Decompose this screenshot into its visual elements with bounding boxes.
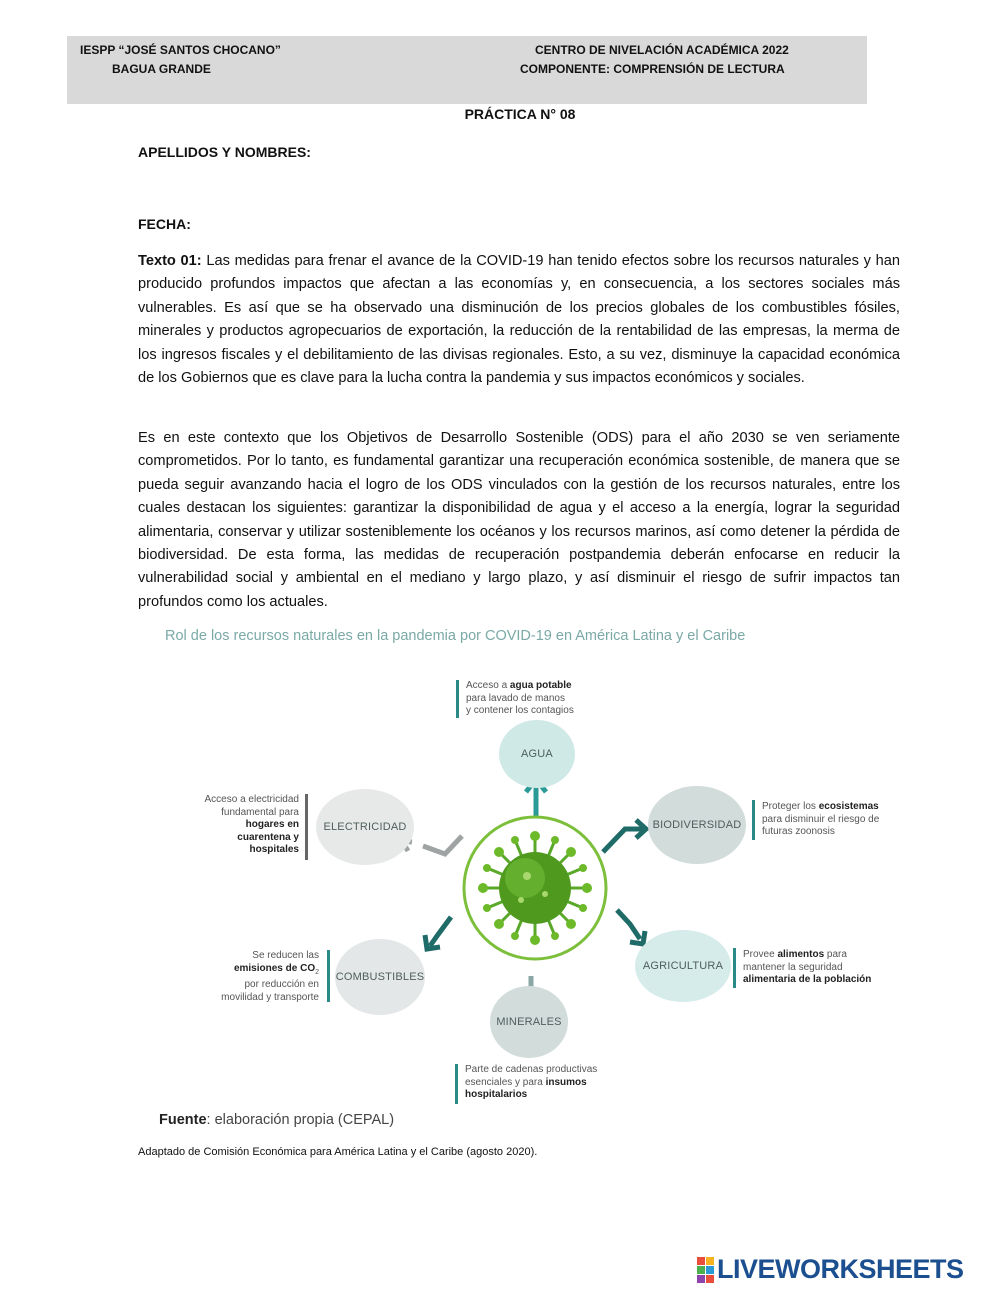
callout-biodiversidad-text: Proteger los (762, 801, 819, 812)
callout-agricultura-line2: mantener la seguridad (743, 961, 843, 973)
callout-biodiversidad-line3: futuras zoonosis (762, 826, 835, 837)
liveworksheets-logo (697, 1254, 964, 1285)
callout-agricultura-bar (733, 948, 736, 988)
virus-illustration (464, 817, 606, 959)
callout-minerales-text: esenciales y para (465, 1076, 546, 1088)
node-electricidad: ELECTRICIDAD (316, 789, 414, 865)
callout-biodiversidad-line2: para disminuir el riesgo de (762, 813, 880, 825)
callout-agricultura (743, 949, 871, 987)
callout-minerales-bar (455, 1064, 458, 1104)
callout-combustibles-sub: 2 (315, 968, 319, 976)
paragraph-2: Es en este contexto que los Objetivos de Desarrollo Sostenible (ODS) para el año 2030 se ven seriamente comprometidos. Por lo tanto, es fundamental garantizar una recuperación económica sostenible, de manera que se pueda seguir avanzando hacia el logro de los ODS vinculados con la gestión de los recursos naturales, entre los cuales destacan los siguientes: garantizar la disponibilidad de agua y el acceso a la energía, lograr la seguridad alimentaria, conservar y utilizar sosteniblemente los océanos y los recursos marinos, así como detener la pérdida de biodiversidad. De esta forma, las medidas de recuperación postpandemia deberán enfocarse en reducir la vulnerabilidad social y ambiental en el mediano y largo plazo, y así disminuir el riesgo de sufrir impactos tan profundos como los actuales. (138, 430, 900, 610)
callout-combustibles-line1: Se reducen las (252, 950, 319, 961)
paragraph-1 (138, 250, 900, 390)
callout-biodiversidad-bold: ecosistemas (818, 801, 879, 812)
header-center: CENTRO DE NIVELACIÓN ACADÉMICA 2022 (535, 43, 789, 57)
names-label: APELLIDOS Y NOMBRES: (138, 144, 311, 160)
callout-combustibles-bar (327, 950, 330, 1002)
header-institution: IESPP “JOSÉ SANTOS CHOCANO” (80, 43, 281, 57)
logo-mark-icon (697, 1257, 714, 1283)
header-component: COMPONENTE: COMPRENSIÓN DE LECTURA (520, 62, 785, 76)
node-minerales: MINERALES (490, 986, 568, 1058)
callout-agua-line2: para lavado de manos (466, 692, 565, 704)
callout-agua-bold: agua potable (509, 680, 572, 691)
callout-agricultura-bold2: alimentaria de la población (743, 974, 872, 985)
figure-caption: Adaptado de Comisión Económica para América Latina y el Caribe (agosto 2020). (138, 1146, 538, 1158)
callout-minerales-bold: insumos (545, 1076, 587, 1088)
callout-combustibles-line4: movilidad y transporte (221, 991, 319, 1003)
callout-electricidad-bold1: hogares en (245, 819, 299, 830)
callout-combustibles-line3: por reducción en (244, 979, 319, 990)
callout-biodiversidad (762, 801, 879, 839)
node-agua: AGUA (499, 720, 575, 788)
figure-source (159, 1112, 394, 1128)
header-city: BAGUA GRANDE (112, 62, 211, 76)
callout-electricidad-line1: Acceso a electricidad (204, 794, 299, 805)
page-title: PRÁCTICA N° 08 (464, 106, 576, 122)
paragraph-1-body: Las medidas para frenar el avance de la COVID-19 han tenido efectos sobre los recursos naturales y han producido profundos impactos que afectan a las economías y, en consecuencia, a los sectores sociales más vulnerables. Es así que se ha observado una disminución de los precios globales de los combustibles fósiles, minerales y productos agropecuarios de exportación, la reducción de la rentabilidad de las empresas, la merma de los ingresos fiscales y el debilitamiento de las divisas regionales. Esto, a su vez, disminuye la capacidad económica de los Gobiernos que es clave para la lucha contra la pandemia y sus impactos económicos y sociales. (138, 253, 900, 387)
callout-electricidad-bold3: hospitales (249, 844, 299, 855)
callout-agua-bar (456, 680, 459, 718)
figure-title: Rol de los recursos naturales en la pandemia por COVID-19 en América Latina y el Caribe (165, 628, 746, 644)
callout-minerales (465, 1064, 597, 1102)
infographic (155, 624, 935, 1139)
node-biodiversidad: BIODIVERSIDAD (648, 786, 746, 864)
callout-electricidad (165, 794, 299, 857)
callout-combustibles (175, 950, 319, 1004)
callout-agua (466, 680, 574, 718)
arrow-agricultura (617, 910, 645, 944)
node-combustibles: COMBUSTIBLES (335, 939, 425, 1015)
date-label: FECHA: (138, 216, 191, 232)
callout-agricultura-text: Provee (743, 949, 778, 960)
callout-agua-text: Acceso a (466, 680, 510, 691)
source-text: : elaboración propia (CEPAL) (206, 1112, 395, 1128)
source-label: Fuente (159, 1112, 207, 1128)
text-lead: Texto 01: (138, 253, 202, 269)
callout-agua-line3: y contener los contagios (466, 705, 574, 716)
callout-minerales-bold2: hospitalarios (465, 1089, 528, 1100)
arrow-biodiversidad (603, 820, 646, 852)
callout-agricultura-text2: para (824, 949, 847, 960)
callout-electricidad-line2: fundamental para (221, 806, 299, 818)
arrow-combustibles (425, 917, 451, 949)
node-agricultura: AGRICULTURA (635, 930, 731, 1002)
callout-biodiversidad-bar (752, 800, 755, 840)
callout-combustibles-bold: emisiones de CO (233, 962, 316, 974)
callout-electricidad-bold2: cuarentena y (237, 831, 299, 843)
callout-electricidad-bar (305, 794, 308, 860)
callout-agricultura-bold: alimentos (777, 949, 825, 960)
callout-minerales-line1: Parte de cadenas productivas (465, 1064, 598, 1075)
logo-text: LIVEWORKSHEETS (717, 1254, 964, 1284)
